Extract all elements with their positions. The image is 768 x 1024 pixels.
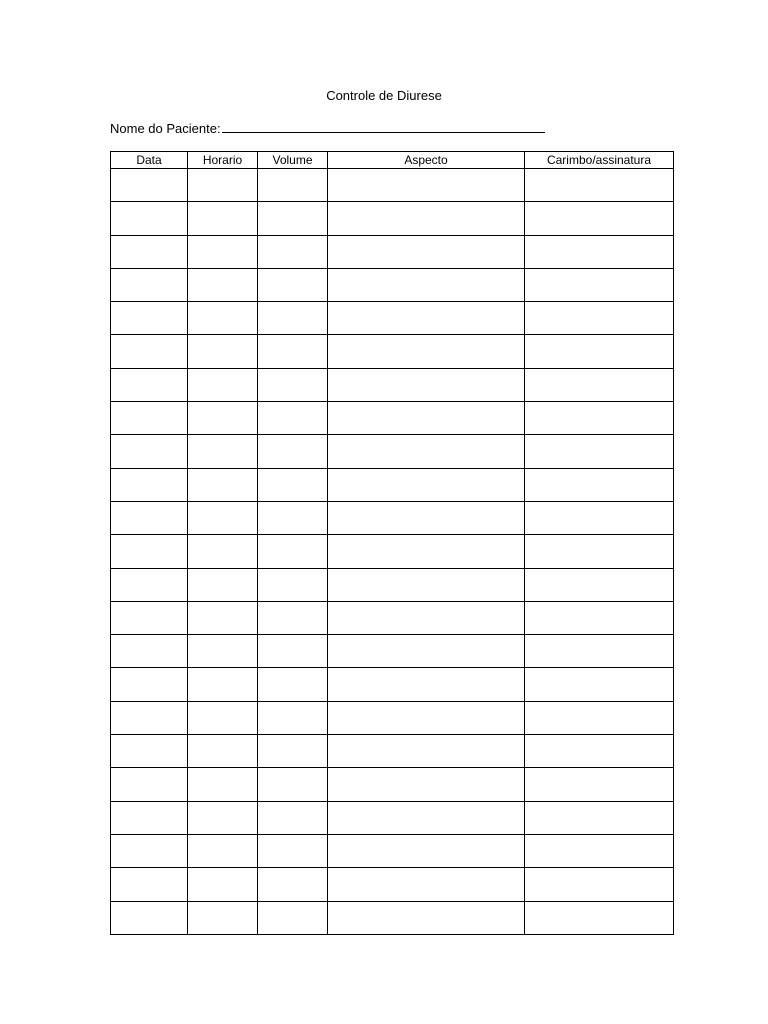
table-cell-carimbo-assinatura[interactable] — [525, 501, 674, 534]
table-row — [111, 169, 674, 202]
table-row — [111, 435, 674, 468]
table-cell-volume[interactable] — [258, 801, 328, 834]
table-cell-carimbo-assinatura[interactable] — [525, 568, 674, 601]
table-cell-aspecto[interactable] — [328, 868, 525, 901]
table-cell-data[interactable] — [111, 601, 188, 634]
table-cell-carimbo-assinatura[interactable] — [525, 635, 674, 668]
table-cell-volume[interactable] — [258, 701, 328, 734]
table-row — [111, 701, 674, 734]
table-row — [111, 834, 674, 867]
table-cell-data[interactable] — [111, 735, 188, 768]
table-cell-data[interactable] — [111, 801, 188, 834]
table-cell-horario[interactable] — [188, 601, 258, 634]
table-cell-horario[interactable] — [188, 402, 258, 435]
table-cell-horario[interactable] — [188, 701, 258, 734]
table-cell-volume[interactable] — [258, 834, 328, 867]
table-cell-data[interactable] — [111, 402, 188, 435]
table-cell-horario[interactable] — [188, 169, 258, 202]
table-cell-aspecto[interactable] — [328, 601, 525, 634]
table-cell-carimbo-assinatura[interactable] — [525, 302, 674, 335]
table-cell-carimbo-assinatura[interactable] — [525, 834, 674, 867]
table-cell-carimbo-assinatura[interactable] — [525, 801, 674, 834]
table-cell-horario[interactable] — [188, 768, 258, 801]
table-cell-data[interactable] — [111, 635, 188, 668]
table-body — [111, 169, 674, 935]
table-row — [111, 735, 674, 768]
table-cell-carimbo-assinatura[interactable] — [525, 735, 674, 768]
table-cell-data[interactable] — [111, 468, 188, 501]
table-row — [111, 335, 674, 368]
table-cell-horario[interactable] — [188, 834, 258, 867]
table-row — [111, 768, 674, 801]
table-cell-aspecto[interactable] — [328, 501, 525, 534]
table-row — [111, 535, 674, 568]
table-cell-carimbo-assinatura[interactable] — [525, 701, 674, 734]
table-cell-aspecto[interactable] — [328, 834, 525, 867]
table-cell-data[interactable] — [111, 268, 188, 301]
table-cell-horario[interactable] — [188, 868, 258, 901]
table-cell-data[interactable] — [111, 834, 188, 867]
column-header-data: Data — [111, 152, 188, 169]
table-cell-carimbo-assinatura[interactable] — [525, 468, 674, 501]
table-cell-carimbo-assinatura[interactable] — [525, 402, 674, 435]
table-row — [111, 468, 674, 501]
table-cell-data[interactable] — [111, 568, 188, 601]
table-cell-volume[interactable] — [258, 868, 328, 901]
table-cell-volume[interactable] — [258, 901, 328, 934]
table-cell-volume[interactable] — [258, 535, 328, 568]
table-cell-data[interactable] — [111, 302, 188, 335]
table-row — [111, 635, 674, 668]
table-row — [111, 501, 674, 534]
table-cell-aspecto[interactable] — [328, 335, 525, 368]
table-cell-aspecto[interactable] — [328, 402, 525, 435]
patient-name-line — [110, 119, 545, 138]
table-cell-volume[interactable] — [258, 235, 328, 268]
table-row — [111, 901, 674, 934]
table-cell-horario[interactable] — [188, 368, 258, 401]
table-cell-data[interactable] — [111, 768, 188, 801]
table-cell-volume[interactable] — [258, 368, 328, 401]
table-cell-data[interactable] — [111, 668, 188, 701]
table-cell-horario[interactable] — [188, 302, 258, 335]
table-cell-aspecto[interactable] — [328, 435, 525, 468]
table-cell-horario[interactable] — [188, 801, 258, 834]
table-row — [111, 302, 674, 335]
table-cell-aspecto[interactable] — [328, 635, 525, 668]
table-cell-carimbo-assinatura[interactable] — [525, 368, 674, 401]
column-header-horario: Horario — [188, 152, 258, 169]
table-row — [111, 801, 674, 834]
table-cell-data[interactable] — [111, 169, 188, 202]
table-cell-volume[interactable] — [258, 202, 328, 235]
table-cell-aspecto[interactable] — [328, 302, 525, 335]
table-cell-carimbo-assinatura[interactable] — [525, 535, 674, 568]
table-cell-aspecto[interactable] — [328, 568, 525, 601]
table-cell-data[interactable] — [111, 368, 188, 401]
table-cell-aspecto[interactable] — [328, 268, 525, 301]
table-cell-data[interactable] — [111, 535, 188, 568]
table-cell-aspecto[interactable] — [328, 768, 525, 801]
table-row — [111, 668, 674, 701]
table-cell-volume[interactable] — [258, 268, 328, 301]
table-cell-volume[interactable] — [258, 668, 328, 701]
table-cell-data[interactable] — [111, 868, 188, 901]
table-cell-carimbo-assinatura[interactable] — [525, 868, 674, 901]
table-cell-volume[interactable] — [258, 735, 328, 768]
table-cell-horario[interactable] — [188, 568, 258, 601]
table-cell-data[interactable] — [111, 235, 188, 268]
table-cell-carimbo-assinatura[interactable] — [525, 235, 674, 268]
table-cell-data[interactable] — [111, 335, 188, 368]
table-cell-horario[interactable] — [188, 435, 258, 468]
table-row — [111, 368, 674, 401]
table-cell-volume[interactable] — [258, 468, 328, 501]
table-cell-aspecto[interactable] — [328, 801, 525, 834]
table-cell-data[interactable] — [111, 701, 188, 734]
table-cell-volume[interactable] — [258, 601, 328, 634]
table-cell-carimbo-assinatura[interactable] — [525, 768, 674, 801]
table-cell-aspecto[interactable] — [328, 701, 525, 734]
table-row — [111, 868, 674, 901]
table-cell-volume[interactable] — [258, 501, 328, 534]
table-cell-aspecto[interactable] — [328, 368, 525, 401]
table-cell-volume[interactable] — [258, 568, 328, 601]
column-header-aspecto: Aspecto — [328, 152, 525, 169]
table-cell-carimbo-assinatura[interactable] — [525, 202, 674, 235]
table-cell-carimbo-assinatura[interactable] — [525, 668, 674, 701]
table-cell-horario[interactable] — [188, 468, 258, 501]
table-cell-horario[interactable] — [188, 202, 258, 235]
table-cell-horario[interactable] — [188, 268, 258, 301]
table-cell-carimbo-assinatura[interactable] — [525, 169, 674, 202]
column-header-volume: Volume — [258, 152, 328, 169]
table-cell-data[interactable] — [111, 501, 188, 534]
table-row — [111, 202, 674, 235]
table-row — [111, 235, 674, 268]
table-cell-horario[interactable] — [188, 635, 258, 668]
table-cell-aspecto[interactable] — [328, 535, 525, 568]
table-cell-aspecto[interactable] — [328, 901, 525, 934]
table-cell-carimbo-assinatura[interactable] — [525, 435, 674, 468]
table-cell-volume[interactable] — [258, 402, 328, 435]
document-title: Controle de Diurese — [326, 88, 442, 103]
table-cell-carimbo-assinatura[interactable] — [525, 601, 674, 634]
table-cell-aspecto[interactable] — [328, 735, 525, 768]
table-row — [111, 268, 674, 301]
table-cell-horario[interactable] — [188, 735, 258, 768]
table-cell-volume[interactable] — [258, 768, 328, 801]
table-cell-aspecto[interactable] — [328, 468, 525, 501]
table-cell-horario[interactable] — [188, 901, 258, 934]
table-cell-volume[interactable] — [258, 169, 328, 202]
table-cell-horario[interactable] — [188, 501, 258, 534]
table-row — [111, 402, 674, 435]
patient-name-blank[interactable] — [222, 119, 545, 133]
diuresis-log-table — [110, 151, 674, 935]
table-cell-data[interactable] — [111, 435, 188, 468]
table-cell-carimbo-assinatura[interactable] — [525, 901, 674, 934]
table-cell-data[interactable] — [111, 202, 188, 235]
table-cell-carimbo-assinatura[interactable] — [525, 335, 674, 368]
table-cell-aspecto[interactable] — [328, 202, 525, 235]
table-cell-aspecto[interactable] — [328, 235, 525, 268]
table-row — [111, 568, 674, 601]
table-cell-horario[interactable] — [188, 535, 258, 568]
table-cell-aspecto[interactable] — [328, 668, 525, 701]
column-header-carimbo-assinatura: Carimbo/assinatura — [525, 152, 674, 169]
table-cell-volume[interactable] — [258, 302, 328, 335]
table-row — [111, 601, 674, 634]
table-cell-horario[interactable] — [188, 668, 258, 701]
table-header-row — [111, 152, 674, 169]
table-cell-data[interactable] — [111, 901, 188, 934]
table-cell-aspecto[interactable] — [328, 169, 525, 202]
table-cell-carimbo-assinatura[interactable] — [525, 268, 674, 301]
table-cell-horario[interactable] — [188, 235, 258, 268]
table-cell-horario[interactable] — [188, 335, 258, 368]
table-cell-volume[interactable] — [258, 635, 328, 668]
table-cell-volume[interactable] — [258, 335, 328, 368]
table-cell-volume[interactable] — [258, 435, 328, 468]
patient-name-label: Nome do Paciente: — [110, 121, 221, 136]
